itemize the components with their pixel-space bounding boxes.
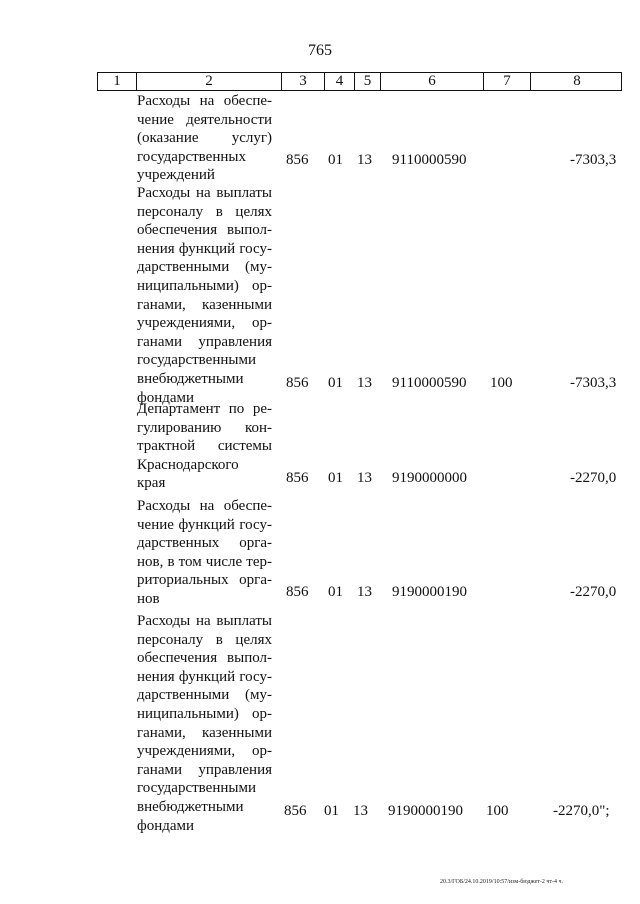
cell-col-3: 856 bbox=[286, 470, 309, 486]
description-line: ганами управления bbox=[137, 333, 272, 350]
cell-col-6: 9190000000 bbox=[392, 470, 467, 486]
description-line: Расходы на обеспе- bbox=[137, 93, 272, 109]
description-line: фондами bbox=[137, 817, 195, 834]
description-line: учреждениями, ор- bbox=[137, 743, 272, 760]
cell-col-8: -2270,0 bbox=[570, 470, 617, 486]
header-col-3: 3 bbox=[281, 73, 324, 90]
cell-col-4: 01 bbox=[324, 803, 339, 819]
description-line: ниципальными) ор- bbox=[137, 277, 272, 294]
row-description bbox=[137, 92, 272, 185]
description-line: обеспечения выпол- bbox=[137, 650, 272, 667]
header-col-8: 8 bbox=[530, 73, 623, 90]
description-line: ганами, казенными bbox=[137, 724, 272, 741]
description-line: нения функций госу- bbox=[137, 240, 272, 257]
cell-col-5: 13 bbox=[357, 470, 372, 486]
header-col-5: 5 bbox=[354, 73, 380, 90]
description-line: внебюджетными bbox=[137, 370, 244, 387]
description-line: фондами bbox=[137, 389, 195, 406]
cell-col-3: 856 bbox=[286, 584, 309, 600]
cell-col-7: 100 bbox=[486, 803, 509, 819]
cell-col-3: 856 bbox=[286, 375, 309, 391]
description-line: Краснодарского bbox=[137, 456, 239, 473]
description-line: ганами управления bbox=[137, 761, 272, 778]
description-line: дарственных орга- bbox=[137, 535, 272, 552]
description-line: учреждениями, ор- bbox=[137, 315, 272, 332]
header-col-1: 1 bbox=[113, 73, 121, 89]
description-line: ганами, казенными bbox=[137, 296, 272, 313]
description-line: персоналу в целях bbox=[137, 631, 272, 648]
description-line: чение функций госу- bbox=[137, 516, 272, 533]
header-col-6: 6 bbox=[380, 73, 483, 90]
description-line: чение деятельности bbox=[137, 111, 272, 128]
description-line: Расходы на обеспе- bbox=[137, 498, 272, 514]
description-line: края bbox=[137, 475, 166, 492]
description-line: Расходы на выплаты bbox=[137, 185, 272, 201]
cell-col-6: 9190000190 bbox=[392, 584, 467, 600]
description-line: государственными bbox=[137, 352, 256, 369]
description-line: дарственными (му- bbox=[137, 259, 272, 276]
description-line: ниципальными) ор- bbox=[137, 705, 272, 722]
cell-col-6: 9190000190 bbox=[388, 803, 463, 819]
description-line: учреждений bbox=[137, 167, 215, 184]
cell-col-7: 100 bbox=[490, 375, 513, 391]
cell-col-4: 01 bbox=[328, 470, 343, 486]
table-header bbox=[97, 72, 622, 91]
description-line: Департамент по ре- bbox=[137, 401, 272, 417]
description-line: Расходы на выплаты bbox=[137, 613, 272, 629]
description-line: (оказание услуг) bbox=[137, 130, 272, 147]
cell-col-8: -2270,0 bbox=[570, 584, 617, 600]
description-line: дарственными (му- bbox=[137, 687, 272, 704]
cell-col-5: 13 bbox=[357, 152, 372, 168]
cell-col-5: 13 bbox=[357, 584, 372, 600]
cell-col-4: 01 bbox=[328, 152, 343, 168]
description-line: внебюджетными bbox=[137, 798, 244, 815]
description-line: нения функций госу- bbox=[137, 668, 272, 685]
row-description bbox=[137, 612, 272, 835]
page-number: 765 bbox=[308, 42, 332, 59]
header-col-4: 4 bbox=[324, 73, 354, 90]
row-description bbox=[137, 400, 272, 493]
header-col-2: 2 bbox=[136, 73, 281, 90]
description-line: риториальных орга- bbox=[137, 572, 272, 589]
row-description bbox=[137, 497, 272, 609]
cell-col-3: 856 bbox=[286, 152, 309, 168]
cell-col-4: 01 bbox=[328, 584, 343, 600]
cell-col-3: 856 bbox=[284, 803, 307, 819]
cell-col-4: 01 bbox=[328, 375, 343, 391]
description-line: нов, в том числе тер- bbox=[137, 553, 272, 570]
cell-col-6: 9110000590 bbox=[392, 375, 467, 391]
cell-col-8: -7303,3 bbox=[570, 152, 617, 168]
description-line: гулированию кон- bbox=[137, 419, 272, 436]
cell-col-5: 13 bbox=[353, 803, 368, 819]
description-line: обеспечения выпол- bbox=[137, 222, 272, 239]
cell-col-5: 13 bbox=[357, 375, 372, 391]
description-line: государственных bbox=[137, 148, 246, 165]
description-line: персоналу в целях bbox=[137, 203, 272, 220]
cell-col-8: -7303,3 bbox=[570, 375, 617, 391]
row-description bbox=[137, 184, 272, 407]
cell-col-8: -2270,0"; bbox=[553, 803, 610, 819]
description-line: нов bbox=[137, 590, 160, 607]
header-col-7: 7 bbox=[483, 73, 530, 90]
description-line: трактной системы bbox=[137, 438, 272, 455]
document-footer: 20.3/ГОБ/24.10.2019/10:57/изм-бюджет-2 чт-4 ч. bbox=[440, 879, 564, 885]
description-line: государственными bbox=[137, 780, 256, 797]
cell-col-6: 9110000590 bbox=[392, 152, 467, 168]
